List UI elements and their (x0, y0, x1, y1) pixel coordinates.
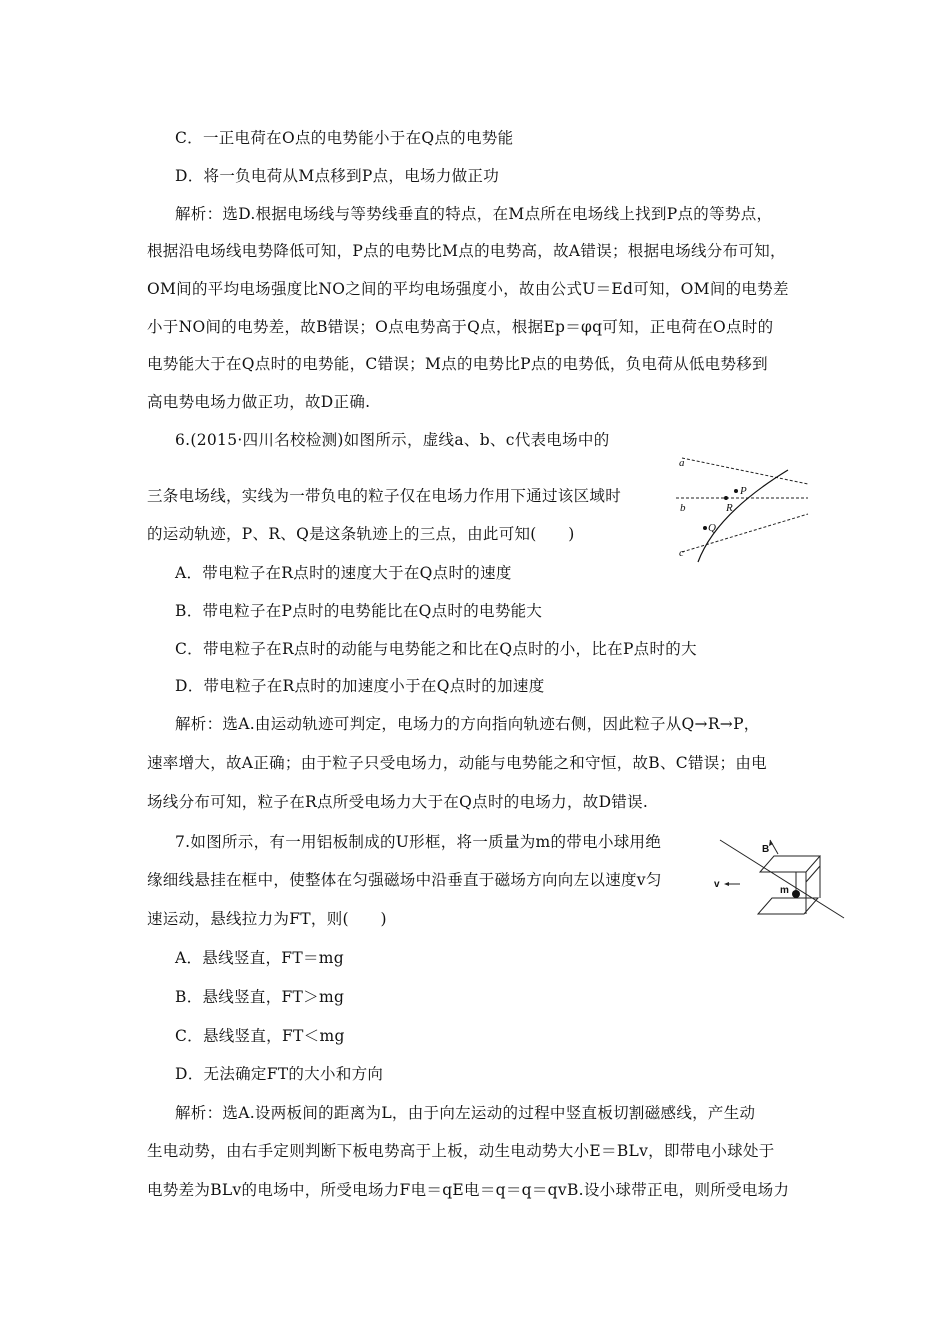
magnetic-field-line (720, 840, 844, 918)
label-r: R (726, 502, 733, 514)
point-p (734, 489, 738, 493)
trajectory-curve (698, 470, 788, 562)
label-v: v (714, 879, 720, 890)
q6-option-a: A．带电粒子在R点时的速度大于在Q点时的速度 (175, 564, 512, 582)
q6-option-c: C．带电粒子在R点时的动能与电势能之和比在Q点时的小，比在P点时的大 (175, 640, 697, 658)
label-q: Q (708, 522, 716, 534)
q6-stem-line2: 三条电场线，实线为一带负电的粒子仅在电场力作用下通过该区域时 (147, 487, 622, 505)
q6-analysis-line2: 速率增大，故A正确；由于粒子只受电场力，动能与电势能之和守恒，故B、C错误；由电 (147, 754, 767, 772)
analysis5-line5: 电势能大于在Q点时的电势能，C错误；M点的电势比P点的电势低，负电荷从低电势移到 (147, 355, 768, 373)
field-line-c (682, 514, 808, 552)
label-p: P (740, 485, 747, 497)
q6-analysis-line3: 场线分布可知，粒子在R点所受电场力大于在Q点时的电场力，故D错误. (147, 793, 649, 811)
q7-option-a: A．悬线竖直，FT＝mg (175, 949, 345, 967)
analysis5-line3: OM间的平均电场强度比NO之间的平均电场强度小，故由公式U＝Ed可知，OM间的电势差 (147, 280, 789, 298)
label-m: m (780, 885, 789, 896)
q7-analysis-line2: 生电动势，由右手定则判断下板电势高于上板，动生电动势大小E＝BLv，即带电小球处于 (147, 1142, 775, 1160)
figure-q7-u-frame (712, 832, 850, 922)
q7-option-d: D．无法确定FT的大小和方向 (175, 1065, 384, 1083)
q6-stem-line1: 6.(2015·四川名校检测)如图所示，虚线a、b、c代表电场中的 (175, 431, 610, 449)
analysis5-line1: 解析：选D.根据电场线与等势线垂直的特点，在M点所在电场线上找到P点的等势点， (175, 205, 773, 223)
analysis5-line4: 小于NO间的电势差，故B错误；O点电势高于Q点，根据Ep＝φq可知，正电荷在O点时的 (147, 318, 774, 336)
q6-analysis-line1: 解析：选A.由运动轨迹可判定，电场力的方向指向轨迹右侧，因此粒子从Q→R→P， (175, 715, 760, 733)
label-b: b (680, 502, 686, 514)
velocity-arrowhead (724, 882, 729, 886)
field-line-a (682, 458, 808, 484)
q6-option-b: B．带电粒子在P点时的电势能比在Q点时的电势能大 (175, 602, 543, 620)
label-b-field: B (762, 844, 770, 855)
label-c: c (679, 547, 684, 559)
analysis5-line2: 根据沿电场线电势降低可知，P点的电势比M点的电势高，故A错误；根据电场线分布可知， (147, 242, 786, 260)
q7-stem-line3: 速运动，悬线拉力为FT，则( ) (147, 910, 387, 928)
q7-analysis-line1: 解析：选A.设两板间的距离为L，由于向左运动的过程中竖直板切割磁感线，产生动 (175, 1104, 756, 1122)
q7-stem-line2: 缘细线悬挂在框中，使整体在匀强磁场中沿垂直于磁场方向向左以速度v匀 (147, 871, 662, 889)
q7-option-c: C．悬线竖直，FT＜mg (175, 1027, 345, 1045)
top-plate (760, 856, 820, 872)
label-a: a (679, 457, 685, 469)
q7-option-b: B．悬线竖直，FT＞mg (175, 988, 345, 1006)
figure-q6-field-lines (672, 448, 812, 566)
q6-stem-line3: 的运动轨迹，P、R、Q是这条轨迹上的三点，由此可知( ) (147, 525, 575, 543)
bottom-plate (758, 898, 818, 914)
front-edge (806, 866, 820, 882)
q7-stem-line1: 7.如图所示，有一用铝板制成的U形框，将一质量为m的带电小球用绝 (175, 833, 662, 851)
point-q (703, 526, 707, 530)
charged-ball (792, 890, 800, 898)
point-r (724, 496, 728, 500)
q6-option-d: D．带电粒子在R点时的加速度小于在Q点时的加速度 (175, 677, 545, 695)
q7-analysis-line3: 电势差为BLv的电场中，所受电场力F电＝qE电＝q＝q＝qvB.设小球带正电，则所受电场力 (147, 1181, 790, 1199)
analysis5-line6: 高电势电场力做正功，故D正确. (147, 393, 371, 411)
line-c5: C．一正电荷在O点的电势能小于在Q点的电势能 (175, 129, 514, 147)
line-d5: D．将一负电荷从M点移到P点，电场力做正功 (175, 167, 500, 185)
